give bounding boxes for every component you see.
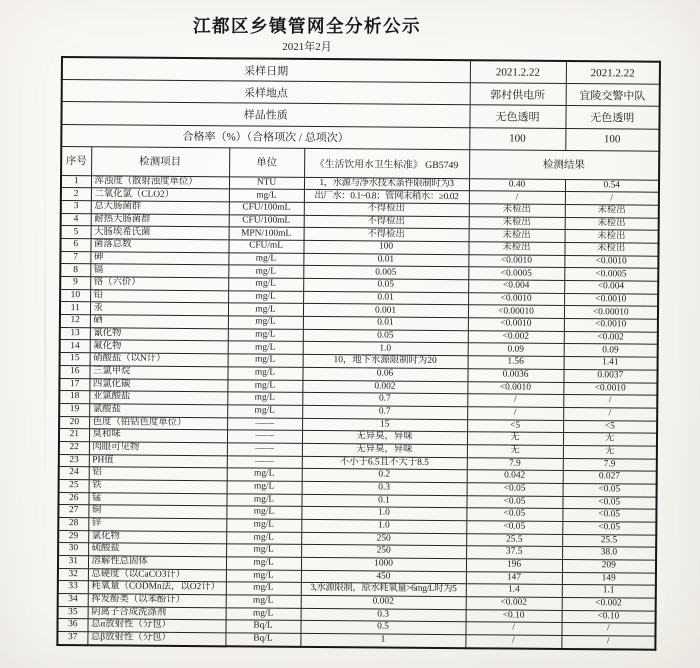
standard: 0.3 bbox=[301, 608, 466, 622]
result-1: <0.002 bbox=[468, 331, 564, 344]
standard: 不小于6.5且不大于8.5 bbox=[302, 456, 467, 470]
item-name: 铝 bbox=[89, 467, 227, 481]
result-2: 209 bbox=[562, 559, 656, 572]
result-1: <0.0010 bbox=[468, 318, 564, 331]
standard: 0.01 bbox=[303, 317, 468, 331]
result-1: <0.05 bbox=[466, 508, 562, 521]
column-header-result: 检测结果 bbox=[469, 149, 659, 179]
item-name: 砷 bbox=[90, 252, 228, 266]
row-no: 37 bbox=[57, 631, 87, 644]
result-2: / bbox=[561, 623, 655, 636]
column-header-no: 序号 bbox=[61, 146, 91, 175]
result-1: 未检出 bbox=[469, 204, 565, 217]
unit: Bq/L bbox=[225, 620, 300, 633]
item-name: 氰化物 bbox=[90, 328, 228, 342]
row-no: 7 bbox=[60, 251, 90, 264]
unit: mg/L bbox=[227, 481, 302, 494]
row-no: 10 bbox=[60, 289, 90, 302]
row-no: 14 bbox=[60, 340, 90, 353]
paper-fold-shadow bbox=[44, 180, 46, 480]
standard: 0.7 bbox=[302, 393, 467, 407]
standard: 1.0 bbox=[303, 342, 468, 356]
standard: 0.005 bbox=[303, 266, 468, 280]
standard: 1.0 bbox=[301, 519, 466, 533]
result-2: <0.004 bbox=[564, 281, 658, 294]
result-1: 无 bbox=[467, 445, 563, 458]
unit: mg/L bbox=[228, 265, 303, 278]
item-name: 阴离子合成洗涤剂 bbox=[88, 606, 226, 620]
standard: 0.002 bbox=[302, 380, 467, 394]
unit: mg/L bbox=[227, 379, 302, 392]
result-2: 7.9 bbox=[563, 458, 657, 471]
row-no: 30 bbox=[58, 543, 88, 556]
analysis-table bbox=[56, 56, 661, 650]
unit: mg/L bbox=[228, 316, 303, 329]
result-2: / bbox=[561, 635, 655, 649]
result-1: 147 bbox=[466, 571, 562, 584]
standard: 0.002 bbox=[301, 595, 466, 609]
row-no: 2 bbox=[61, 188, 91, 201]
result-1: <0.05 bbox=[466, 495, 562, 508]
unit: mg/L bbox=[226, 557, 301, 570]
item-name: 总β放射性（分包） bbox=[87, 632, 225, 646]
item-name: 挥发酚类（以苯酚计） bbox=[88, 594, 226, 608]
unit: mg/L bbox=[226, 595, 301, 608]
standard: 1.0 bbox=[301, 507, 466, 521]
sample-nature-value-2: 无色透明 bbox=[565, 106, 659, 129]
result-1: / bbox=[467, 407, 563, 420]
sample-site-value-2: 宜陵交警中队 bbox=[566, 84, 660, 107]
result-2: / bbox=[565, 192, 659, 205]
item-name: 总大肠菌群 bbox=[91, 201, 229, 215]
standard: 不得检出 bbox=[304, 203, 469, 217]
unit: NTU bbox=[229, 177, 304, 190]
result-1: <0.05 bbox=[467, 483, 563, 496]
result-2: <0.0010 bbox=[564, 255, 658, 268]
pass-rate-value-2: 100 bbox=[565, 128, 659, 151]
sample-date-label: 采样日期 bbox=[62, 57, 470, 83]
item-name: 硒 bbox=[90, 315, 228, 329]
result-2: <0.002 bbox=[562, 597, 656, 610]
result-1: <0.004 bbox=[468, 280, 564, 293]
row-no: 31 bbox=[58, 555, 88, 568]
row-no: 4 bbox=[61, 213, 91, 226]
result-2: <0.05 bbox=[562, 521, 656, 534]
row-no: 13 bbox=[60, 327, 90, 340]
result-2: 未检出 bbox=[565, 205, 659, 218]
result-2: 1.41 bbox=[564, 357, 658, 370]
standard: 无异臭，异味 bbox=[302, 443, 467, 457]
column-header-standard: 《生活饮用水卫生标准》 GB5749 bbox=[304, 148, 469, 178]
standard: 0.05 bbox=[303, 329, 468, 343]
result-2: 25.5 bbox=[562, 534, 656, 547]
result-1: 0.0036 bbox=[467, 369, 563, 382]
result-2: 0.0037 bbox=[563, 369, 657, 382]
item-name: 浑浊度（散射浊度单位） bbox=[91, 175, 229, 189]
item-name: 菌落总数 bbox=[90, 239, 228, 253]
standard: 1000 bbox=[301, 557, 466, 571]
standard: 0.3 bbox=[302, 481, 467, 495]
unit: mg/L bbox=[227, 405, 302, 418]
item-name: 臭和味 bbox=[89, 429, 227, 443]
standard: 0.01 bbox=[303, 253, 468, 267]
unit: mg/L bbox=[228, 291, 303, 304]
sample-site-label: 采样地点 bbox=[62, 80, 470, 105]
row-no: 33 bbox=[58, 581, 88, 594]
row-no: 3 bbox=[61, 201, 91, 214]
result-1: 无 bbox=[467, 432, 563, 445]
page-title: 江都区乡镇管网全分析公示 bbox=[193, 16, 421, 36]
result-2: <5 bbox=[563, 420, 657, 433]
unit: CFU/100mL bbox=[229, 202, 304, 215]
item-name: 氟化物 bbox=[90, 340, 228, 354]
column-header-row bbox=[61, 146, 659, 180]
row-no: 15 bbox=[60, 353, 90, 366]
page-subtitle: 2021年2月 bbox=[282, 41, 332, 53]
row-no: 36 bbox=[57, 619, 87, 632]
item-name: 氯酸盐 bbox=[89, 404, 227, 418]
unit: mg/L bbox=[226, 582, 301, 595]
sample-nature-value-1: 无色透明 bbox=[469, 105, 565, 128]
standard: 100 bbox=[303, 241, 468, 255]
standard: 不得检出 bbox=[304, 228, 469, 242]
result-2: 无 bbox=[563, 433, 657, 446]
unit: Bq/L bbox=[225, 633, 300, 647]
unit: mg/L bbox=[229, 189, 304, 202]
row-no: 23 bbox=[59, 454, 89, 467]
item-name: 耗氧量（CODMn法，以O2计） bbox=[88, 581, 226, 595]
result-2: <0.05 bbox=[563, 483, 657, 496]
standard: 450 bbox=[301, 570, 466, 584]
row-no: 18 bbox=[59, 391, 89, 404]
result-2: <0.00010 bbox=[564, 306, 658, 319]
standard: 250 bbox=[301, 545, 466, 559]
column-header-item: 检测项目 bbox=[91, 146, 229, 176]
result-1: 1.56 bbox=[468, 356, 564, 369]
row-no: 8 bbox=[60, 264, 90, 277]
item-name: 铅 bbox=[90, 290, 228, 304]
result-1: 0.042 bbox=[467, 470, 563, 483]
unit: mg/L bbox=[226, 607, 301, 620]
row-no: 29 bbox=[58, 530, 88, 543]
item-name: 耐热大肠菌群 bbox=[91, 214, 229, 228]
result-2: / bbox=[563, 407, 657, 420]
unit: mg/L bbox=[227, 367, 302, 380]
result-1: 7.9 bbox=[467, 457, 563, 470]
unit: MPN/100mL bbox=[229, 227, 304, 240]
column-header-unit: 单位 bbox=[229, 148, 304, 178]
row-no: 26 bbox=[58, 492, 88, 505]
item-name: 色度（铂钴色度单位） bbox=[89, 416, 227, 430]
row-no: 6 bbox=[60, 239, 90, 252]
sample-nature-label: 样品性质 bbox=[61, 102, 469, 127]
pass-rate-label: 合格率（%）（合格项次 / 总项次） bbox=[61, 124, 469, 149]
result-1: / bbox=[465, 622, 561, 635]
item-name: 硝酸盐（以N计） bbox=[90, 353, 228, 367]
unit: mg/L bbox=[226, 569, 301, 582]
result-2: / bbox=[563, 395, 657, 408]
item-name: 镉 bbox=[90, 264, 228, 278]
standard: 0.2 bbox=[302, 469, 467, 483]
unit: mg/L bbox=[226, 531, 301, 544]
result-1: 1.4 bbox=[466, 584, 562, 597]
result-1: <0.05 bbox=[466, 521, 562, 534]
standard: 0.06 bbox=[302, 367, 467, 381]
unit: mg/L bbox=[228, 329, 303, 342]
row-no: 17 bbox=[59, 378, 89, 391]
item-name: 汞 bbox=[90, 302, 228, 316]
unit: mg/L bbox=[226, 493, 301, 506]
unit: mg/L bbox=[226, 506, 301, 519]
row-no: 32 bbox=[58, 568, 88, 581]
unit: mg/L bbox=[228, 253, 303, 266]
result-1: 未检出 bbox=[469, 216, 565, 229]
result-1: 未检出 bbox=[469, 229, 565, 242]
row-no: 28 bbox=[58, 517, 88, 530]
row-no: 27 bbox=[58, 505, 88, 518]
result-2: 未检出 bbox=[564, 243, 658, 256]
standard: 出厂水：0.1~0.8；管网末稍水：≥0.02 bbox=[304, 190, 469, 204]
row-no: 5 bbox=[61, 226, 91, 239]
meta-section bbox=[61, 57, 660, 180]
row-no: 11 bbox=[60, 302, 90, 315]
result-1: / bbox=[467, 394, 563, 407]
result-1: <5 bbox=[467, 419, 563, 432]
unit: —— bbox=[227, 443, 302, 456]
result-2: 未检出 bbox=[565, 217, 659, 230]
item-name: 铁 bbox=[89, 480, 227, 494]
result-2: 0.09 bbox=[564, 344, 658, 357]
result-2: 未检出 bbox=[565, 230, 659, 243]
row-no: 16 bbox=[59, 365, 89, 378]
item-name: 三氯甲烷 bbox=[89, 366, 227, 380]
row-no: 25 bbox=[59, 479, 89, 492]
pass-rate-value-1: 100 bbox=[469, 127, 565, 150]
standard: 0.001 bbox=[303, 304, 468, 318]
result-2: <0.10 bbox=[562, 610, 656, 623]
unit: mg/L bbox=[226, 519, 301, 532]
row-no: 12 bbox=[60, 315, 90, 328]
standard: 0.05 bbox=[303, 279, 468, 293]
sample-date-value-2: 2021.2.22 bbox=[566, 61, 660, 84]
standard: 3,水源限制，原水耗氧量>6mg/L时为5 bbox=[301, 583, 466, 597]
item-name: 四氯化碳 bbox=[89, 378, 227, 392]
standard: 1，水源与净水技术条件限制时为3 bbox=[304, 177, 469, 191]
unit: mg/L bbox=[228, 303, 303, 316]
row-no: 19 bbox=[59, 403, 89, 416]
result-2: 38.0 bbox=[562, 547, 656, 560]
standard: 不得检出 bbox=[304, 215, 469, 229]
result-2: 149 bbox=[562, 572, 656, 585]
item-name: 肉眼可见物 bbox=[89, 442, 227, 456]
standard: 0.7 bbox=[302, 405, 467, 419]
result-1: <0.0010 bbox=[467, 381, 563, 394]
unit: —— bbox=[227, 417, 302, 430]
item-name: 二氧化氯（CLO2） bbox=[91, 188, 229, 202]
result-1: 196 bbox=[466, 559, 562, 572]
item-name: 铬（六价） bbox=[90, 277, 228, 291]
result-1: <0.10 bbox=[466, 609, 562, 622]
standard: 1 bbox=[300, 633, 465, 647]
row-no: 1 bbox=[61, 175, 91, 188]
result-2: <0.05 bbox=[562, 509, 656, 522]
sample-date-value-1: 2021.2.22 bbox=[470, 60, 566, 83]
unit: mg/L bbox=[228, 278, 303, 291]
unit: mg/L bbox=[228, 341, 303, 354]
standard: 10，地下水源限制时为20 bbox=[303, 355, 468, 369]
item-name: 总硬度（以CaCO3计） bbox=[88, 568, 226, 582]
result-1: 0.40 bbox=[469, 178, 565, 191]
row-no: 24 bbox=[59, 467, 89, 480]
result-2: <0.0010 bbox=[563, 382, 657, 395]
row-no: 34 bbox=[58, 593, 88, 606]
standard: 15 bbox=[302, 418, 467, 432]
result-1: 25.5 bbox=[466, 533, 562, 546]
unit: —— bbox=[227, 430, 302, 443]
result-2: <0.0010 bbox=[564, 293, 658, 306]
result-1: <0.0010 bbox=[468, 254, 564, 267]
unit: mg/L bbox=[227, 468, 302, 481]
result-1: 0.09 bbox=[468, 343, 564, 356]
row-no: 22 bbox=[59, 441, 89, 454]
analysis-table-wrapper bbox=[56, 56, 661, 650]
result-2: <0.05 bbox=[562, 496, 656, 509]
unit: mg/L bbox=[226, 544, 301, 557]
result-2: 0.54 bbox=[565, 179, 659, 192]
item-name: PH值 bbox=[89, 454, 227, 468]
standard: 0.5 bbox=[300, 621, 465, 635]
item-name: 溶解性总固体 bbox=[88, 556, 226, 570]
standard: 250 bbox=[301, 532, 466, 546]
item-name: 大肠埃希氏菌 bbox=[91, 226, 229, 240]
standard: 无异臭，异味 bbox=[302, 431, 467, 445]
result-1: <0.0005 bbox=[468, 267, 564, 280]
item-name: 硫酸盐 bbox=[88, 543, 226, 557]
result-1: 37.5 bbox=[466, 546, 562, 559]
sample-site-value-1: 郭村供电所 bbox=[470, 83, 566, 106]
row-no: 9 bbox=[60, 277, 90, 290]
result-2: 无 bbox=[563, 445, 657, 458]
result-2: 1.1 bbox=[562, 585, 656, 598]
result-1: 未检出 bbox=[468, 242, 564, 255]
row-no: 20 bbox=[59, 416, 89, 429]
result-1: <0.002 bbox=[466, 597, 562, 610]
result-2: 0.027 bbox=[563, 471, 657, 484]
item-name: 总α放射性（分包） bbox=[87, 619, 225, 633]
result-1: / bbox=[465, 635, 561, 649]
unit: CFU/mL bbox=[228, 240, 303, 253]
item-name: 亚氯酸盐 bbox=[89, 391, 227, 405]
unit: mg/L bbox=[228, 354, 303, 367]
unit: mg/L bbox=[227, 392, 302, 405]
standard: 0.1 bbox=[301, 494, 466, 508]
result-1: <0.0010 bbox=[468, 293, 564, 306]
standard: 0.01 bbox=[303, 291, 468, 305]
results-table-body bbox=[57, 175, 659, 649]
unit: CFU/100mL bbox=[229, 215, 304, 228]
item-name: 铜 bbox=[88, 505, 226, 519]
row-no: 21 bbox=[59, 429, 89, 442]
row-no: 35 bbox=[58, 606, 88, 619]
result-2: <0.0005 bbox=[564, 268, 658, 281]
unit: —— bbox=[227, 455, 302, 468]
item-name: 氯化物 bbox=[88, 530, 226, 544]
result-1: <0.00010 bbox=[468, 305, 564, 318]
result-2: <0.0010 bbox=[564, 319, 658, 332]
item-name: 锌 bbox=[88, 518, 226, 532]
result-2: <0.002 bbox=[564, 331, 658, 344]
item-name: 锰 bbox=[88, 492, 226, 506]
result-1: / bbox=[469, 191, 565, 204]
